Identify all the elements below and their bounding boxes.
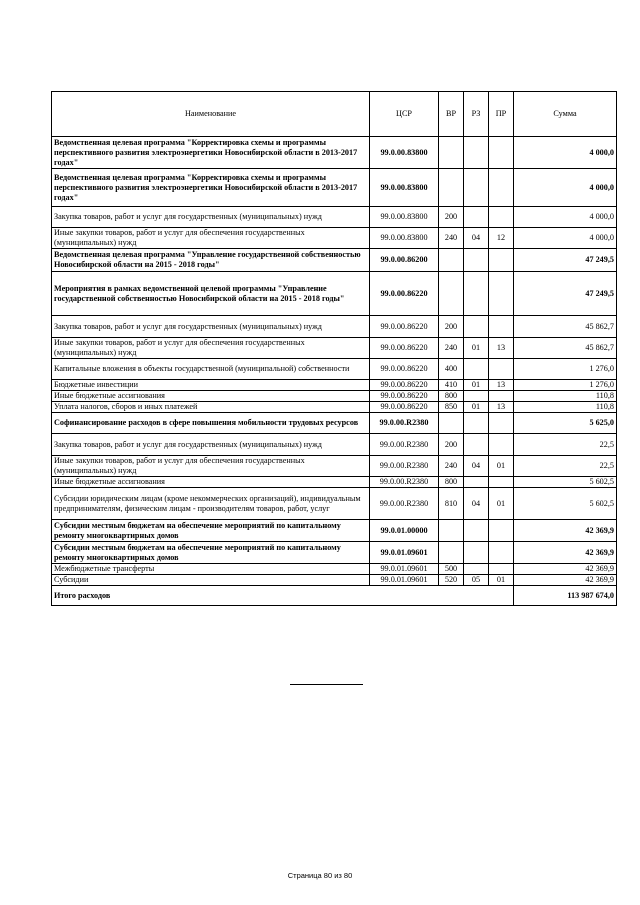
- cell-vr: 850: [439, 402, 464, 413]
- table-row: [52, 402, 617, 413]
- cell-pr: 13: [489, 380, 514, 391]
- total-sum: 113 987 674,0: [514, 586, 617, 606]
- cell-name: Субсидии местным бюджетам на обеспечение мероприятий по капитальному ремонту многоквартирных домов: [52, 520, 370, 542]
- cell-vr: 800: [439, 391, 464, 402]
- cell-name: Иные бюджетные ассигнования: [52, 391, 370, 402]
- cell-rz: 01: [464, 380, 489, 391]
- cell-name: Иные закупки товаров, работ и услуг для обеспечения государственных (муниципальных) нужд: [52, 456, 370, 477]
- cell-name: Иные закупки товаров, работ и услуг для обеспечения государственных (муниципальных) нужд: [52, 338, 370, 359]
- cell-vr: 800: [439, 477, 464, 488]
- total-label: Итого расходов: [52, 586, 514, 606]
- cell-pr: [489, 564, 514, 575]
- table-row: [52, 564, 617, 575]
- cell-pr: 12: [489, 228, 514, 249]
- cell-pr: [489, 316, 514, 338]
- table-row: [52, 316, 617, 338]
- cell-sum: 45 862,7: [514, 316, 617, 338]
- table-row: [52, 169, 617, 207]
- cell-rz: [464, 520, 489, 542]
- cell-sum: 4 000,0: [514, 228, 617, 249]
- cell-csr: 99.0.00.86200: [370, 249, 439, 272]
- cell-sum: 42 369,9: [514, 542, 617, 564]
- cell-pr: [489, 137, 514, 169]
- cell-pr: 13: [489, 338, 514, 359]
- cell-pr: [489, 520, 514, 542]
- budget-table: [51, 91, 617, 606]
- table-body: [52, 137, 617, 586]
- cell-csr: 99.0.00.83800: [370, 228, 439, 249]
- table-row: [52, 413, 617, 434]
- cell-rz: [464, 477, 489, 488]
- cell-sum: 1 276,0: [514, 359, 617, 380]
- cell-rz: [464, 272, 489, 316]
- cell-rz: [464, 542, 489, 564]
- cell-pr: [489, 249, 514, 272]
- cell-name: Субсидии: [52, 575, 370, 586]
- cell-name: Закупка товаров, работ и услуг для государственных (муниципальных) нужд: [52, 316, 370, 338]
- cell-rz: [464, 249, 489, 272]
- table-row: [52, 249, 617, 272]
- table-row: [52, 434, 617, 456]
- table-row: [52, 575, 617, 586]
- cell-name: Ведомственная целевая программа "Корректировка схемы и программы перспективного развития электроэнергетики Новосибирской области в 2013-2017 годах": [52, 169, 370, 207]
- cell-vr: [439, 520, 464, 542]
- cell-pr: 01: [489, 575, 514, 586]
- cell-rz: 04: [464, 456, 489, 477]
- cell-pr: [489, 434, 514, 456]
- cell-pr: 01: [489, 456, 514, 477]
- table-row: [52, 488, 617, 520]
- table-row: [52, 359, 617, 380]
- table-row: [52, 228, 617, 249]
- cell-sum: 42 369,9: [514, 520, 617, 542]
- cell-pr: [489, 413, 514, 434]
- cell-csr: 99.0.00.86220: [370, 359, 439, 380]
- cell-vr: 500: [439, 564, 464, 575]
- cell-rz: 05: [464, 575, 489, 586]
- cell-csr: 99.0.00.86220: [370, 380, 439, 391]
- cell-name: Мероприятия в рамках ведомственной целевой программы "Управление государственной собственностью Новосибирской области на 2015 - 2018 годы": [52, 272, 370, 316]
- cell-csr: 99.0.00.R2380: [370, 477, 439, 488]
- cell-pr: [489, 359, 514, 380]
- cell-csr: 99.0.01.00000: [370, 520, 439, 542]
- cell-name: Закупка товаров, работ и услуг для государственных (муниципальных) нужд: [52, 434, 370, 456]
- header-vr: ВР: [439, 92, 464, 137]
- cell-sum: 5 602,5: [514, 477, 617, 488]
- cell-csr: 99.0.00.83800: [370, 207, 439, 228]
- cell-rz: 04: [464, 488, 489, 520]
- cell-name: Иные закупки товаров, работ и услуг для обеспечения государственных (муниципальных) нужд: [52, 228, 370, 249]
- cell-vr: 400: [439, 359, 464, 380]
- cell-csr: 99.0.00.R2380: [370, 413, 439, 434]
- cell-pr: 13: [489, 402, 514, 413]
- cell-vr: [439, 272, 464, 316]
- cell-name: Иные бюджетные ассигнования: [52, 477, 370, 488]
- cell-csr: 99.0.00.83800: [370, 169, 439, 207]
- cell-name: Софинансирование расходов в сфере повышения мобильности трудовых ресурсов: [52, 413, 370, 434]
- cell-csr: 99.0.00.R2380: [370, 456, 439, 477]
- cell-rz: 01: [464, 338, 489, 359]
- table-row: [52, 207, 617, 228]
- page-number: Страница 80 из 80: [287, 871, 353, 880]
- cell-csr: 99.0.00.83800: [370, 137, 439, 169]
- cell-rz: [464, 359, 489, 380]
- cell-sum: 1 276,0: [514, 380, 617, 391]
- cell-rz: [464, 434, 489, 456]
- cell-csr: 99.0.00.86220: [370, 272, 439, 316]
- cell-csr: 99.0.00.86220: [370, 391, 439, 402]
- cell-pr: 01: [489, 488, 514, 520]
- cell-sum: 5 625,0: [514, 413, 617, 434]
- cell-rz: [464, 391, 489, 402]
- cell-vr: 410: [439, 380, 464, 391]
- cell-vr: 200: [439, 434, 464, 456]
- cell-csr: 99.0.01.09601: [370, 542, 439, 564]
- total-row: [52, 586, 617, 606]
- separator-line: [290, 684, 363, 685]
- cell-sum: 5 602,5: [514, 488, 617, 520]
- cell-name: Субсидии юридическим лицам (кроме некоммерческих организаций), индивидуальным предпринимателям, физическим лицам - производителям товаров, работ, услуг: [52, 488, 370, 520]
- cell-csr: 99.0.00.R2380: [370, 434, 439, 456]
- cell-rz: [464, 169, 489, 207]
- cell-pr: [489, 542, 514, 564]
- cell-csr: 99.0.01.09601: [370, 575, 439, 586]
- header-csr: ЦСР: [370, 92, 439, 137]
- cell-vr: [439, 413, 464, 434]
- cell-csr: 99.0.00.86220: [370, 402, 439, 413]
- cell-vr: [439, 249, 464, 272]
- header-rz: РЗ: [464, 92, 489, 137]
- cell-rz: [464, 137, 489, 169]
- cell-rz: [464, 564, 489, 575]
- cell-csr: 99.0.01.09601: [370, 564, 439, 575]
- cell-name: Ведомственная целевая программа "Управление государственной собственностью Новосибирской области на 2015 - 2018 годы": [52, 249, 370, 272]
- table-row: [52, 477, 617, 488]
- cell-rz: [464, 413, 489, 434]
- cell-csr: 99.0.00.R2380: [370, 488, 439, 520]
- table-row: [52, 272, 617, 316]
- cell-name: Закупка товаров, работ и услуг для государственных (муниципальных) нужд: [52, 207, 370, 228]
- cell-sum: 4 000,0: [514, 137, 617, 169]
- cell-name: Уплата налогов, сборов и иных платежей: [52, 402, 370, 413]
- cell-vr: [439, 137, 464, 169]
- cell-pr: [489, 169, 514, 207]
- cell-pr: [489, 391, 514, 402]
- cell-csr: 99.0.00.86220: [370, 316, 439, 338]
- header-pr: ПР: [489, 92, 514, 137]
- cell-sum: 42 369,9: [514, 564, 617, 575]
- cell-sum: 4 000,0: [514, 169, 617, 207]
- cell-vr: 200: [439, 207, 464, 228]
- table-row: [52, 391, 617, 402]
- table-row: [52, 456, 617, 477]
- cell-sum: 47 249,5: [514, 272, 617, 316]
- cell-rz: [464, 316, 489, 338]
- cell-sum: 45 862,7: [514, 338, 617, 359]
- cell-sum: 22,5: [514, 434, 617, 456]
- cell-sum: 4 000,0: [514, 207, 617, 228]
- cell-vr: 810: [439, 488, 464, 520]
- table-row: [52, 137, 617, 169]
- cell-rz: 04: [464, 228, 489, 249]
- cell-pr: [489, 477, 514, 488]
- cell-vr: 200: [439, 316, 464, 338]
- cell-vr: 520: [439, 575, 464, 586]
- cell-name: Субсидии местным бюджетам на обеспечение мероприятий по капитальному ремонту многоквартирных домов: [52, 542, 370, 564]
- header-sum: Сумма: [514, 92, 617, 137]
- cell-sum: 47 249,5: [514, 249, 617, 272]
- cell-vr: 240: [439, 228, 464, 249]
- table-header-row: [52, 92, 617, 137]
- cell-name: Бюджетные инвестиции: [52, 380, 370, 391]
- cell-name: Межбюджетные трансферты: [52, 564, 370, 575]
- table-row: [52, 380, 617, 391]
- cell-vr: [439, 542, 464, 564]
- cell-name: Капитальные вложения в объекты государственной (муниципальной) собственности: [52, 359, 370, 380]
- cell-sum: 110,8: [514, 391, 617, 402]
- cell-vr: 240: [439, 456, 464, 477]
- cell-csr: 99.0.00.86220: [370, 338, 439, 359]
- header-name: Наименование: [52, 92, 370, 137]
- cell-pr: [489, 207, 514, 228]
- cell-rz: [464, 207, 489, 228]
- cell-vr: [439, 169, 464, 207]
- cell-pr: [489, 272, 514, 316]
- cell-sum: 110,8: [514, 402, 617, 413]
- cell-vr: 240: [439, 338, 464, 359]
- table-row: [52, 542, 617, 564]
- table-row: [52, 338, 617, 359]
- cell-sum: 42 369,9: [514, 575, 617, 586]
- table-row: [52, 520, 617, 542]
- cell-sum: 22,5: [514, 456, 617, 477]
- cell-name: Ведомственная целевая программа "Корректировка схемы и программы перспективного развития электроэнергетики Новосибирской области в 2013-2017 годах": [52, 137, 370, 169]
- cell-rz: 01: [464, 402, 489, 413]
